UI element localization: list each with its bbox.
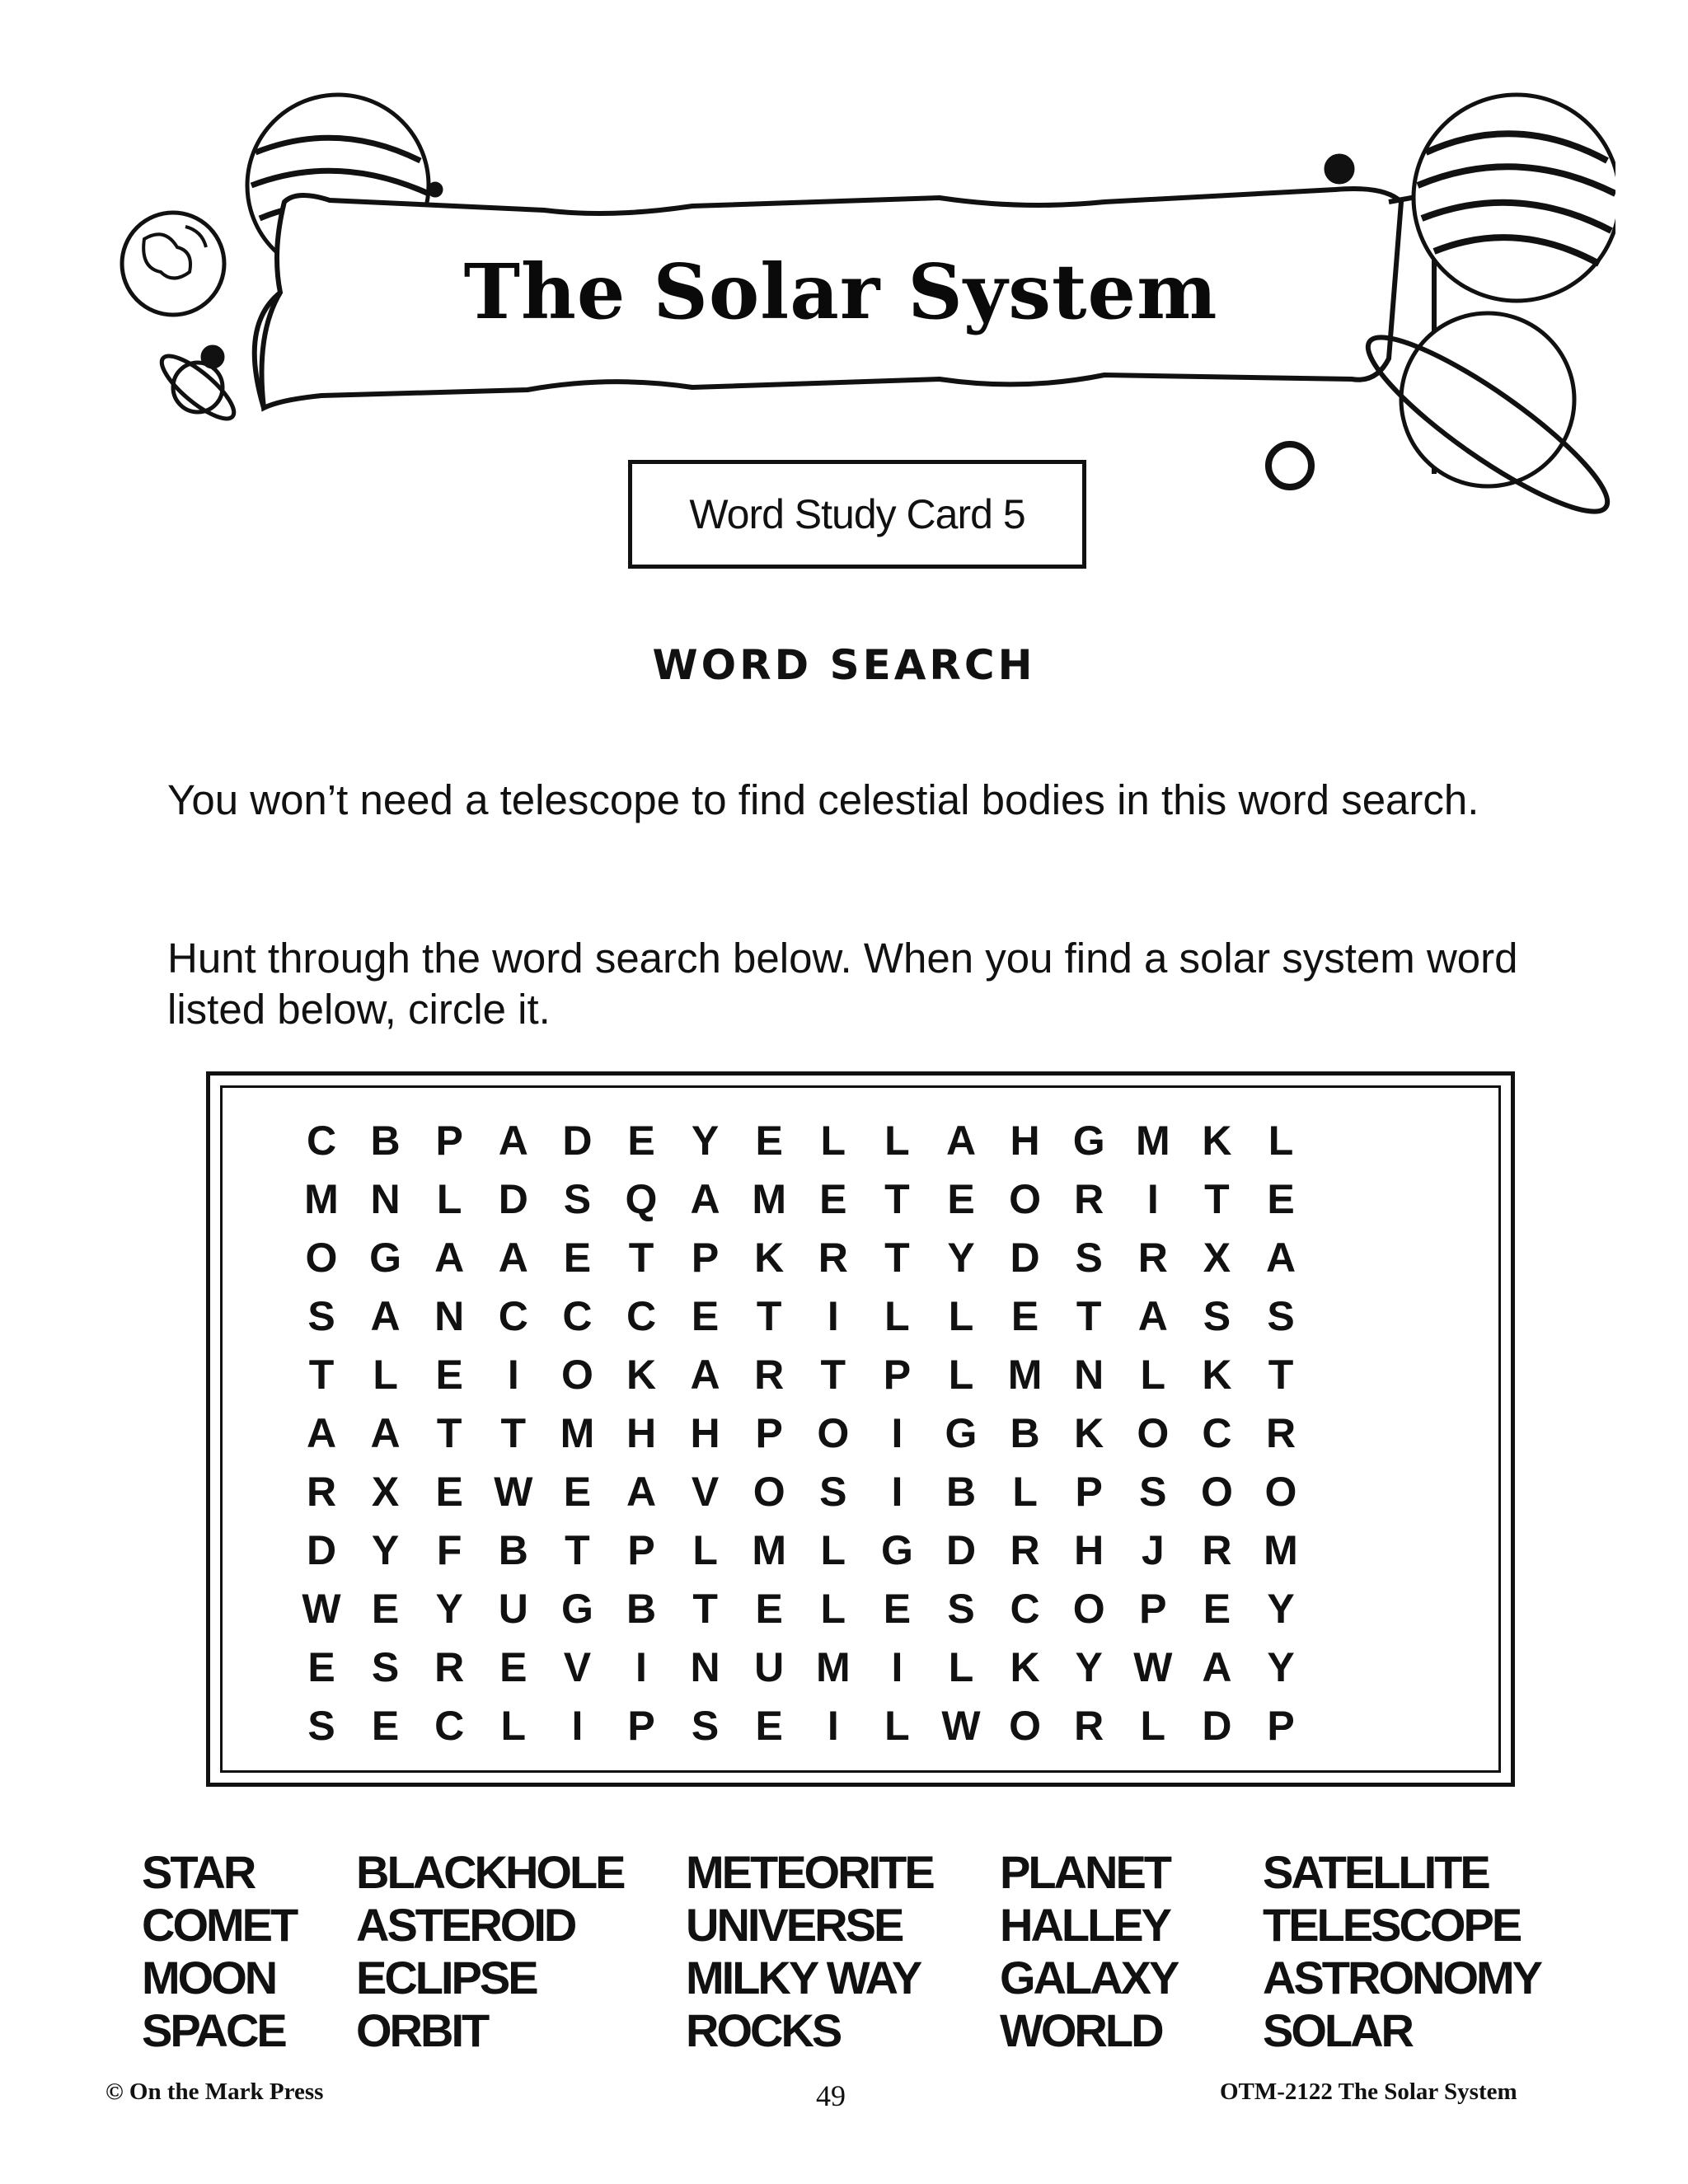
grid-letter[interactable]: O: [817, 1410, 850, 1456]
grid-letter[interactable]: L: [884, 1118, 910, 1164]
grid-letter[interactable]: G: [560, 1586, 593, 1632]
word-list-item: MILKY WAY: [686, 1952, 921, 2004]
grid-letter[interactable]: A: [498, 1235, 528, 1281]
grid-letter[interactable]: L: [948, 1644, 974, 1690]
grid-letter[interactable]: I: [891, 1644, 903, 1690]
grid-letter[interactable]: E: [1267, 1176, 1295, 1222]
grid-letter[interactable]: Y: [691, 1118, 720, 1164]
grid-letter[interactable]: L: [692, 1527, 718, 1573]
grid-letter[interactable]: M: [1135, 1118, 1170, 1164]
grid-letter[interactable]: R: [754, 1352, 785, 1398]
grid-letter[interactable]: H: [626, 1410, 657, 1456]
page-title: The Solar System: [463, 247, 1218, 336]
grid-letter[interactable]: C: [306, 1118, 337, 1164]
grid-letter[interactable]: A: [370, 1293, 401, 1339]
grid-letter[interactable]: W: [302, 1586, 341, 1632]
grid-letter[interactable]: A: [690, 1352, 720, 1398]
grid-letter[interactable]: T: [820, 1352, 846, 1398]
grid-letter[interactable]: R: [1074, 1703, 1104, 1749]
grid-letter[interactable]: F: [436, 1527, 462, 1573]
grid-letter[interactable]: K: [1010, 1644, 1040, 1690]
grid-letter[interactable]: E: [883, 1586, 912, 1632]
grid-letter[interactable]: R: [1202, 1527, 1232, 1573]
grid-letter[interactable]: L: [884, 1703, 910, 1749]
grid-letter[interactable]: L: [820, 1586, 846, 1632]
tiny-moon-icon: [203, 347, 223, 367]
grid-letter[interactable]: P: [435, 1118, 463, 1164]
grid-letter[interactable]: K: [1074, 1410, 1104, 1456]
grid-letter[interactable]: A: [306, 1410, 337, 1456]
grid-letter[interactable]: L: [820, 1118, 846, 1164]
grid-letter[interactable]: E: [563, 1235, 592, 1281]
grid-letter[interactable]: L: [948, 1352, 974, 1398]
grid-letter[interactable]: L: [884, 1293, 910, 1339]
card-label: Word Study Card 5: [689, 491, 1025, 537]
grid-letter[interactable]: Y: [947, 1235, 975, 1281]
grid-letter[interactable]: I: [891, 1469, 903, 1515]
grid-letter[interactable]: R: [1074, 1176, 1104, 1222]
grid-letter[interactable]: N: [1074, 1352, 1104, 1398]
grid-letter[interactable]: P: [1075, 1469, 1103, 1515]
word-list-item: UNIVERSE: [686, 1899, 903, 1951]
grid-letter[interactable]: G: [945, 1410, 978, 1456]
grid-letter[interactable]: D: [1010, 1235, 1040, 1281]
grid-letter[interactable]: A: [945, 1118, 977, 1164]
grid-letter[interactable]: E: [819, 1176, 847, 1222]
instruction-paragraph-2: Hunt through the word search below. When you find a solar system word listed below, circle it.: [167, 935, 1518, 1033]
grid-letter[interactable]: T: [1268, 1352, 1294, 1398]
grid-letter[interactable]: W: [941, 1703, 981, 1749]
grid-letter[interactable]: C: [434, 1703, 465, 1749]
grid-letter[interactable]: G: [369, 1235, 402, 1281]
grid-letter[interactable]: T: [500, 1410, 527, 1456]
grid-letter[interactable]: E: [499, 1644, 528, 1690]
grid-letter[interactable]: I: [827, 1293, 839, 1339]
grid-letter[interactable]: U: [754, 1644, 785, 1690]
grid-letter[interactable]: D: [1202, 1703, 1232, 1749]
word-list-item: ASTRONOMY: [1263, 1952, 1540, 2004]
grid-letter[interactable]: I: [827, 1703, 839, 1749]
grid-letter[interactable]: M: [1007, 1352, 1043, 1398]
grid-letter[interactable]: P: [1139, 1586, 1167, 1632]
striped-planet-right-icon: [1414, 95, 1615, 301]
word-list-item: ROCKS: [686, 2004, 841, 2056]
grid-letter[interactable]: Q: [625, 1176, 658, 1222]
grid-letter[interactable]: D: [945, 1527, 977, 1573]
grid-letter[interactable]: N: [370, 1176, 401, 1222]
grid-letter[interactable]: T: [884, 1235, 910, 1281]
grid-letter[interactable]: O: [305, 1235, 338, 1281]
grid-letter[interactable]: H: [1010, 1118, 1040, 1164]
grid-letter[interactable]: S: [307, 1703, 335, 1749]
grid-letter[interactable]: B: [1010, 1410, 1040, 1456]
grid-letter[interactable]: E: [691, 1293, 720, 1339]
grid-letter[interactable]: T: [308, 1352, 335, 1398]
grid-letter[interactable]: A: [434, 1235, 465, 1281]
grid-letter[interactable]: E: [755, 1586, 783, 1632]
grid-letter[interactable]: I: [571, 1703, 584, 1749]
grid-letter[interactable]: T: [692, 1586, 718, 1632]
grid-letter[interactable]: T: [884, 1176, 910, 1222]
grid-letter[interactable]: P: [883, 1352, 912, 1398]
grid-letter[interactable]: T: [628, 1235, 654, 1281]
grid-letter[interactable]: B: [945, 1469, 977, 1515]
grid-letter[interactable]: E: [1203, 1586, 1231, 1632]
footer-page-number: 49: [816, 2079, 846, 2112]
grid-letter[interactable]: S: [819, 1469, 847, 1515]
grid-letter[interactable]: T: [1076, 1293, 1102, 1339]
grid-letter[interactable]: C: [1202, 1410, 1232, 1456]
grid-letter[interactable]: P: [691, 1235, 720, 1281]
grid-letter[interactable]: I: [635, 1644, 647, 1690]
grid-letter[interactable]: O: [1009, 1176, 1042, 1222]
grid-letter[interactable]: T: [1204, 1176, 1230, 1222]
grid-letter[interactable]: X: [371, 1469, 400, 1515]
grid-letter[interactable]: Y: [1075, 1644, 1103, 1690]
grid-letter[interactable]: D: [498, 1176, 528, 1222]
grid-letter[interactable]: L: [373, 1352, 398, 1398]
grid-letter[interactable]: K: [1202, 1352, 1232, 1398]
footer-product-code: OTM-2122 The Solar System: [1220, 2079, 1517, 2105]
grid-letter[interactable]: R: [434, 1644, 465, 1690]
grid-letter[interactable]: P: [627, 1703, 655, 1749]
earth-planet-icon: [122, 213, 224, 315]
grid-letter[interactable]: R: [1137, 1235, 1168, 1281]
grid-letter[interactable]: A: [626, 1469, 657, 1515]
grid-letter[interactable]: S: [1139, 1469, 1167, 1515]
grid-letter[interactable]: W: [1133, 1644, 1173, 1690]
grid-letter[interactable]: C: [562, 1293, 593, 1339]
grid-letter[interactable]: O: [1137, 1410, 1170, 1456]
grid-letter[interactable]: M: [752, 1527, 787, 1573]
grid-letter[interactable]: J: [1141, 1527, 1165, 1573]
grid-letter[interactable]: M: [752, 1176, 787, 1222]
grid-letter[interactable]: L: [500, 1703, 527, 1749]
section-title: WORD SEARCH: [652, 641, 1036, 689]
grid-letter[interactable]: M: [815, 1644, 851, 1690]
grid-letter[interactable]: K: [754, 1235, 785, 1281]
word-list-item: TELESCOPE: [1263, 1899, 1521, 1951]
grid-letter[interactable]: T: [436, 1410, 462, 1456]
word-study-card-label-box: [628, 460, 1086, 569]
grid-letter[interactable]: L: [948, 1293, 974, 1339]
grid-letter[interactable]: N: [690, 1644, 720, 1690]
grid-letter[interactable]: P: [1267, 1703, 1295, 1749]
grid-letter[interactable]: G: [1072, 1118, 1105, 1164]
grid-letter[interactable]: E: [627, 1118, 655, 1164]
grid-letter[interactable]: A: [690, 1176, 720, 1222]
grid-letter[interactable]: X: [1203, 1235, 1231, 1281]
grid-letter[interactable]: U: [498, 1586, 528, 1632]
grid-letter[interactable]: E: [1010, 1293, 1039, 1339]
grid-letter[interactable]: L: [1012, 1469, 1038, 1515]
grid-letter[interactable]: L: [1140, 1352, 1166, 1398]
grid-letter[interactable]: R: [1010, 1527, 1040, 1573]
grid-letter[interactable]: V: [691, 1469, 720, 1515]
grid-letter[interactable]: L: [1268, 1118, 1294, 1164]
grid-letter[interactable]: H: [1074, 1527, 1104, 1573]
word-list-item: BLACKHOLE: [356, 1846, 624, 1898]
grid-letter[interactable]: O: [1200, 1469, 1233, 1515]
grid-letter[interactable]: N: [434, 1293, 465, 1339]
word-list-item: SPACE: [142, 2004, 285, 2056]
grid-letter[interactable]: B: [370, 1118, 401, 1164]
word-list-item: STAR: [142, 1846, 255, 1898]
grid-letter[interactable]: S: [307, 1293, 335, 1339]
grid-letter[interactable]: S: [1267, 1293, 1295, 1339]
word-list-item: GALAXY: [1000, 1952, 1178, 2004]
grid-letter[interactable]: O: [1264, 1469, 1297, 1515]
grid-letter[interactable]: E: [307, 1644, 335, 1690]
grid-letter[interactable]: O: [1072, 1586, 1105, 1632]
grid-letter[interactable]: E: [371, 1703, 400, 1749]
grid-letter[interactable]: L: [820, 1527, 846, 1573]
grid-letter[interactable]: A: [1202, 1644, 1232, 1690]
grid-letter[interactable]: R: [818, 1235, 848, 1281]
grid-letter[interactable]: M: [560, 1410, 595, 1456]
grid-letter[interactable]: R: [306, 1469, 337, 1515]
grid-letter[interactable]: T: [565, 1527, 590, 1573]
grid-letter[interactable]: I: [1146, 1176, 1159, 1222]
grid-letter[interactable]: W: [494, 1469, 533, 1515]
word-list-item: ASTEROID: [356, 1899, 575, 1951]
grid-letter[interactable]: E: [371, 1586, 400, 1632]
grid-letter[interactable]: L: [1140, 1703, 1166, 1749]
word-list-item: COMET: [142, 1899, 297, 1951]
grid-letter[interactable]: S: [691, 1703, 720, 1749]
grid-letter[interactable]: P: [627, 1527, 655, 1573]
grid-letter[interactable]: Y: [371, 1527, 400, 1573]
grid-letter[interactable]: S: [563, 1176, 592, 1222]
word-list-item: ORBIT: [356, 2004, 488, 2056]
grid-letter[interactable]: R: [1265, 1410, 1296, 1456]
word-list-item: HALLEY: [1000, 1899, 1170, 1951]
grid-letter[interactable]: T: [756, 1293, 782, 1339]
grid-letter[interactable]: A: [1265, 1235, 1296, 1281]
grid-letter[interactable]: B: [626, 1586, 657, 1632]
grid-letter[interactable]: O: [753, 1469, 785, 1515]
grid-letter[interactable]: V: [563, 1644, 592, 1690]
word-list-item: ECLIPSE: [356, 1952, 537, 2004]
grid-letter[interactable]: L: [436, 1176, 462, 1222]
grid-letter[interactable]: K: [1202, 1118, 1232, 1164]
grid-letter[interactable]: I: [891, 1410, 903, 1456]
grid-letter[interactable]: A: [498, 1118, 528, 1164]
small-ringed-planet-icon: [153, 347, 241, 428]
hollow-moon-icon: [1268, 444, 1311, 487]
grid-letter[interactable]: M: [1264, 1527, 1298, 1573]
grid-letter[interactable]: I: [507, 1352, 519, 1398]
grid-letter[interactable]: O: [1009, 1703, 1042, 1749]
word-list-item: METEORITE: [686, 1846, 933, 1898]
grid-letter[interactable]: G: [880, 1527, 913, 1573]
grid-letter[interactable]: E: [435, 1469, 463, 1515]
grid-letter[interactable]: D: [306, 1527, 337, 1573]
grid-letter[interactable]: S: [1203, 1293, 1231, 1339]
grid-letter[interactable]: A: [370, 1410, 401, 1456]
word-list-item: SOLAR: [1263, 2004, 1412, 2056]
grid-letter[interactable]: E: [435, 1352, 463, 1398]
footer-copyright: © On the Mark Press: [106, 2079, 324, 2105]
grid-letter[interactable]: E: [755, 1118, 783, 1164]
grid-letter[interactable]: O: [560, 1352, 593, 1398]
grid-letter[interactable]: Y: [435, 1586, 463, 1632]
grid-letter[interactable]: S: [947, 1586, 975, 1632]
grid-letter[interactable]: C: [626, 1293, 657, 1339]
grid-letter[interactable]: P: [755, 1410, 783, 1456]
grid-letter[interactable]: M: [304, 1176, 339, 1222]
word-list-item: PLANET: [1000, 1846, 1170, 1898]
grid-letter[interactable]: Y: [1267, 1644, 1295, 1690]
grid-letter[interactable]: E: [563, 1469, 592, 1515]
grid-letter[interactable]: C: [1010, 1586, 1040, 1632]
grid-letter[interactable]: A: [1137, 1293, 1168, 1339]
grid-letter[interactable]: E: [947, 1176, 975, 1222]
grid-letter[interactable]: E: [755, 1703, 783, 1749]
grid-letter[interactable]: S: [371, 1644, 400, 1690]
word-list-item: SATELLITE: [1263, 1846, 1489, 1898]
grid-letter[interactable]: Y: [1267, 1586, 1295, 1632]
word-list-item: WORLD: [1000, 2004, 1162, 2056]
grid-letter[interactable]: C: [498, 1293, 528, 1339]
grid-letter[interactable]: D: [562, 1118, 593, 1164]
grid-letter[interactable]: K: [626, 1352, 657, 1398]
grid-letter[interactable]: S: [1075, 1235, 1103, 1281]
instruction-paragraph-1: You won’t need a telescope to find celestial bodies in this word search.: [167, 776, 1479, 823]
word-list-item: MOON: [142, 1952, 276, 2004]
grid-letter[interactable]: B: [498, 1527, 528, 1573]
grid-letter[interactable]: H: [690, 1410, 720, 1456]
